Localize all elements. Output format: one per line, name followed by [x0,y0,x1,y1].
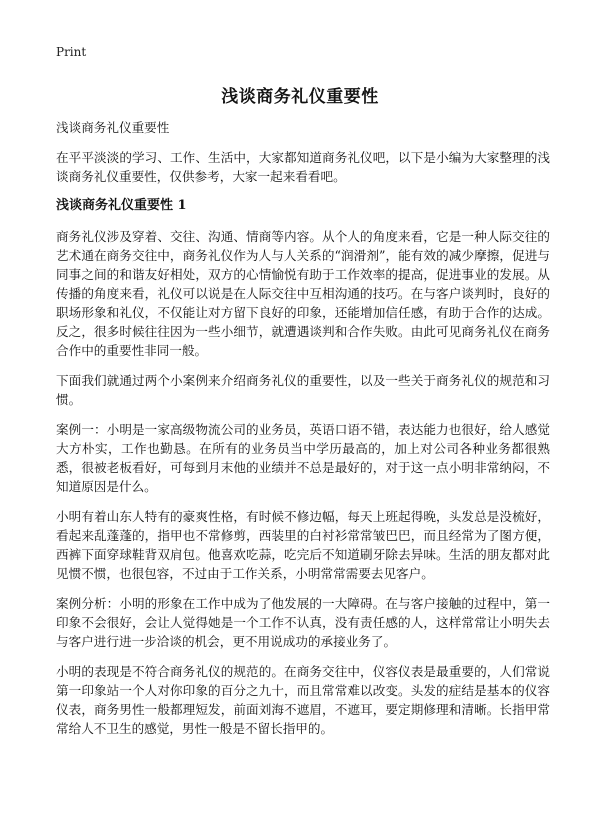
print-link[interactable]: Print [56,45,87,59]
intro-paragraph: 在平平淡淡的学习、工作、生活中，大家都知道商务礼仪吧，以下是小编为大家整理的浅谈商务礼仪重要性，仅供参考，大家一起来看看吧。 [56,150,550,184]
body-paragraph: 下面我们就通过两个小案例来介绍商务礼仪的重要性，以及一些关于商务礼仪的规范和习惯。 [56,373,550,407]
page-title: 浅谈商务礼仪重要性 [221,87,379,107]
article-body [56,118,550,749]
body-paragraph: 案例分析：小明的形象在工作中成为了他发展的一大障碍。在与客户接触的过程中，第一印象不会很好，会让人觉得她是一个工作不认真，没有责任感的人，这样常常让小明失去与客户进行进一步洽谈的机会，更不用说成功的承接业务了。 [56,596,550,649]
body-paragraph: 小明的表现是不符合商务礼仪的规范的。在商务交往中，仪容仪表是最重要的，人们常说第一印象站一个人对你印象的百分之九十，而且常常难以改变。头发的症结是基本的仪容仪表，商务男性一般都理短发，前面刘海不遮眉，不遮耳，要定期修理和清晰。长指甲常常给人不卫生的感觉，男性一般是不留长指甲的。 [56,664,550,736]
subtitle: 浅谈商务礼仪重要性 [56,120,170,135]
body-paragraph: 案例一：小明是一家高级物流公司的业务员，英语口语不错，表达能力也很好，给人感觉大方朴实，工作也勤恳。在所有的业务员当中学历最高的，加上对公司各种业务都很熟悉，很被老板看好，可每到月末他的业绩并不总是最好的，对于这一点小明非常纳闷，不知道原因是什么。 [56,422,550,494]
body-paragraph: 小明有着山东人特有的豪爽性格，有时候不修边幅，每天上班起得晚，头发总是没梳好，看起来乱蓬蓬的，指甲也不常修剪，西装里的白衬衫常常皱巴巴，而且经常为了图方便，西裤下面穿球鞋背双肩包。他喜欢吃蒜，吃完后不知道刷牙除去异味。生活的朋友都对此见惯不惯，也很包容，不过由于工作关系，小明常常需要去见客户。 [56,509,550,581]
body-paragraph: 商务礼仪涉及穿着、交往、沟通、情商等内容。从个人的角度来看，它是一种人际交往的艺术通在商务交往中，商务礼仪作为人与人关系的“润滑剂”，能有效的减少摩擦，促进与同事之间的和谐友好相处，双方的心情愉悦有助于工作效率的提高，促进事业的发展。从传播的角度来看，礼仪可以说是在人际交往中互相沟通的技巧。在与客户谈判时，良好的职场形象和礼仪，不仅能让对方留下良好的印象，还能增加信任感，有助于合作的达成。反之，很多时候往往因为一些小细节，就遭遇谈判和合作失败。由此可见商务礼仪在商务合作中的重要性非同一般。 [56,229,550,358]
section-heading: 浅谈商务礼仪重要性 1 [56,198,187,213]
